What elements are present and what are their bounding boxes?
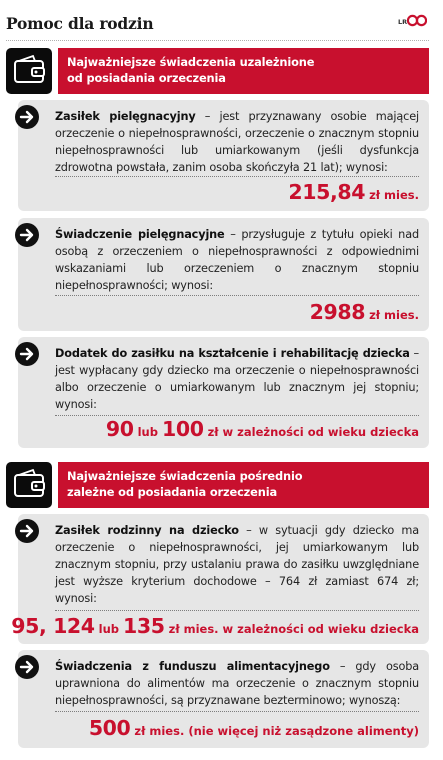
dotted-divider <box>55 295 419 296</box>
dotted-divider <box>55 176 419 177</box>
benefit-amount <box>288 180 419 204</box>
benefit-name: Zasiłek pielęgnacyjny <box>55 110 196 123</box>
amount-unit: zł mies. w zależności od wieku dziecka <box>164 622 419 636</box>
publisher-logo-icon <box>407 14 427 27</box>
arrow-right-icon <box>15 655 39 679</box>
wallet-icon <box>6 462 52 508</box>
arrow-right-icon <box>15 223 39 247</box>
amount-value-a: 95, 124 <box>11 614 95 638</box>
arrow-right-icon <box>15 105 39 129</box>
benefit-text: – w sytuacji gdy dziecko ma orzeczenie o niepełnosprawności, jej umiarkowanym lub znacznym stopniu, przy ustalaniu prawa do zasiłku uwzględniane jest wyższe kryterium dochodowe – 764 zł zamiast 674 zł; wynosi: <box>55 524 419 605</box>
section-1-header <box>6 48 429 94</box>
section-2-heading-line2: zależne od posiadania orzeczenia <box>67 485 277 499</box>
arrow-right-icon <box>15 342 39 366</box>
benefit-name: Świadczenia z funduszu alimentacyjnego <box>55 660 330 673</box>
benefit-description <box>55 108 419 176</box>
dotted-divider <box>55 415 419 416</box>
page-title: Pomoc dla rodzin <box>6 14 154 33</box>
benefit-name: Zasiłek rodzinny na dziecko <box>55 524 239 537</box>
benefit-description <box>55 345 419 413</box>
benefit-amount <box>11 614 419 638</box>
benefit-name: Świadczenie pielęgnacyjne <box>55 228 225 241</box>
benefit-description <box>55 522 419 607</box>
amount-value: 215,84 <box>288 180 366 204</box>
section-2-heading <box>58 462 429 508</box>
author-credit: LR <box>398 18 408 26</box>
amount-unit: zł mies. <box>365 188 419 202</box>
amount-value: 500 <box>88 716 131 740</box>
benefit-name: Dodatek do zasiłku na kształcenie i rehabilitację dziecka <box>55 347 410 360</box>
dotted-divider <box>55 711 419 712</box>
section-2-header <box>6 462 429 508</box>
section-1-heading <box>58 48 429 94</box>
dotted-divider <box>55 610 419 611</box>
benefit-text: – jest przyznawany osobie mającej orzeczenie o niepełnosprawności, orzeczenie o znacznym stopniu niepełnosprawności lub umiarkowanym (jeśli dysfunkcja zdrowotna powstała, zanim osoba skończyła 21 lat); wynosi: <box>55 110 419 174</box>
benefit-card-dodatek-kształcenie <box>18 337 429 448</box>
benefit-description <box>55 658 419 709</box>
wallet-icon <box>6 48 52 94</box>
benefit-description <box>55 226 419 294</box>
benefit-card-zasilek-pielegnacyjny <box>18 100 429 211</box>
amount-connector: lub <box>94 622 124 636</box>
benefit-text: – przysługuje z tytułu opieki nad osobą z orzeczeniem o niepełnosprawności z odpowiednimi wskazaniami lub orzeczeniem o znacznym stopniu niepełnosprawności; wynosi: <box>55 228 419 292</box>
amount-unit: zł mies. (nie więcej niż zasądzone alimenty) <box>130 724 419 738</box>
section-2-heading-line1: Najważniejsze świadczenia pośrednio <box>67 469 303 483</box>
benefit-card-zasilek-rodzinny <box>11 514 429 644</box>
amount-unit: zł mies. <box>365 308 419 322</box>
section-1-heading-line2: od posiadania orzeczenia <box>67 71 226 85</box>
amount-connector: lub <box>133 425 162 439</box>
benefit-amount <box>310 300 419 324</box>
amount-value-b: 135 <box>123 614 165 638</box>
benefit-text: – gdy osoba uprawniona do alimentów ma orzeczenie o znacznym stopniu niepełnosprawności, są przyznawane bezterminowo; wynoszą: <box>55 660 420 707</box>
benefit-amount <box>106 417 419 441</box>
benefit-amount <box>89 716 419 740</box>
amount-value-a: 90 <box>105 417 134 441</box>
amount-value: 2988 <box>309 300 366 324</box>
benefit-card-fundusz-alimentacyjny <box>18 650 429 748</box>
arrow-right-icon <box>15 519 39 543</box>
amount-value-b: 100 <box>161 417 204 441</box>
benefit-card-swiadczenie-pielegnacyjne <box>18 218 429 331</box>
amount-unit: zł w zależności od wieku dziecka <box>203 425 419 439</box>
section-1-heading-line1: Najważniejsze świadczenia uzależnione <box>67 55 315 69</box>
title-divider <box>6 40 429 41</box>
benefit-text: – jest wypłacany gdy dziecko ma orzeczenie o niepełnosprawności albo orzeczenie o umiarkowanym lub znacznym jej stopniu; wynosi: <box>55 347 419 411</box>
